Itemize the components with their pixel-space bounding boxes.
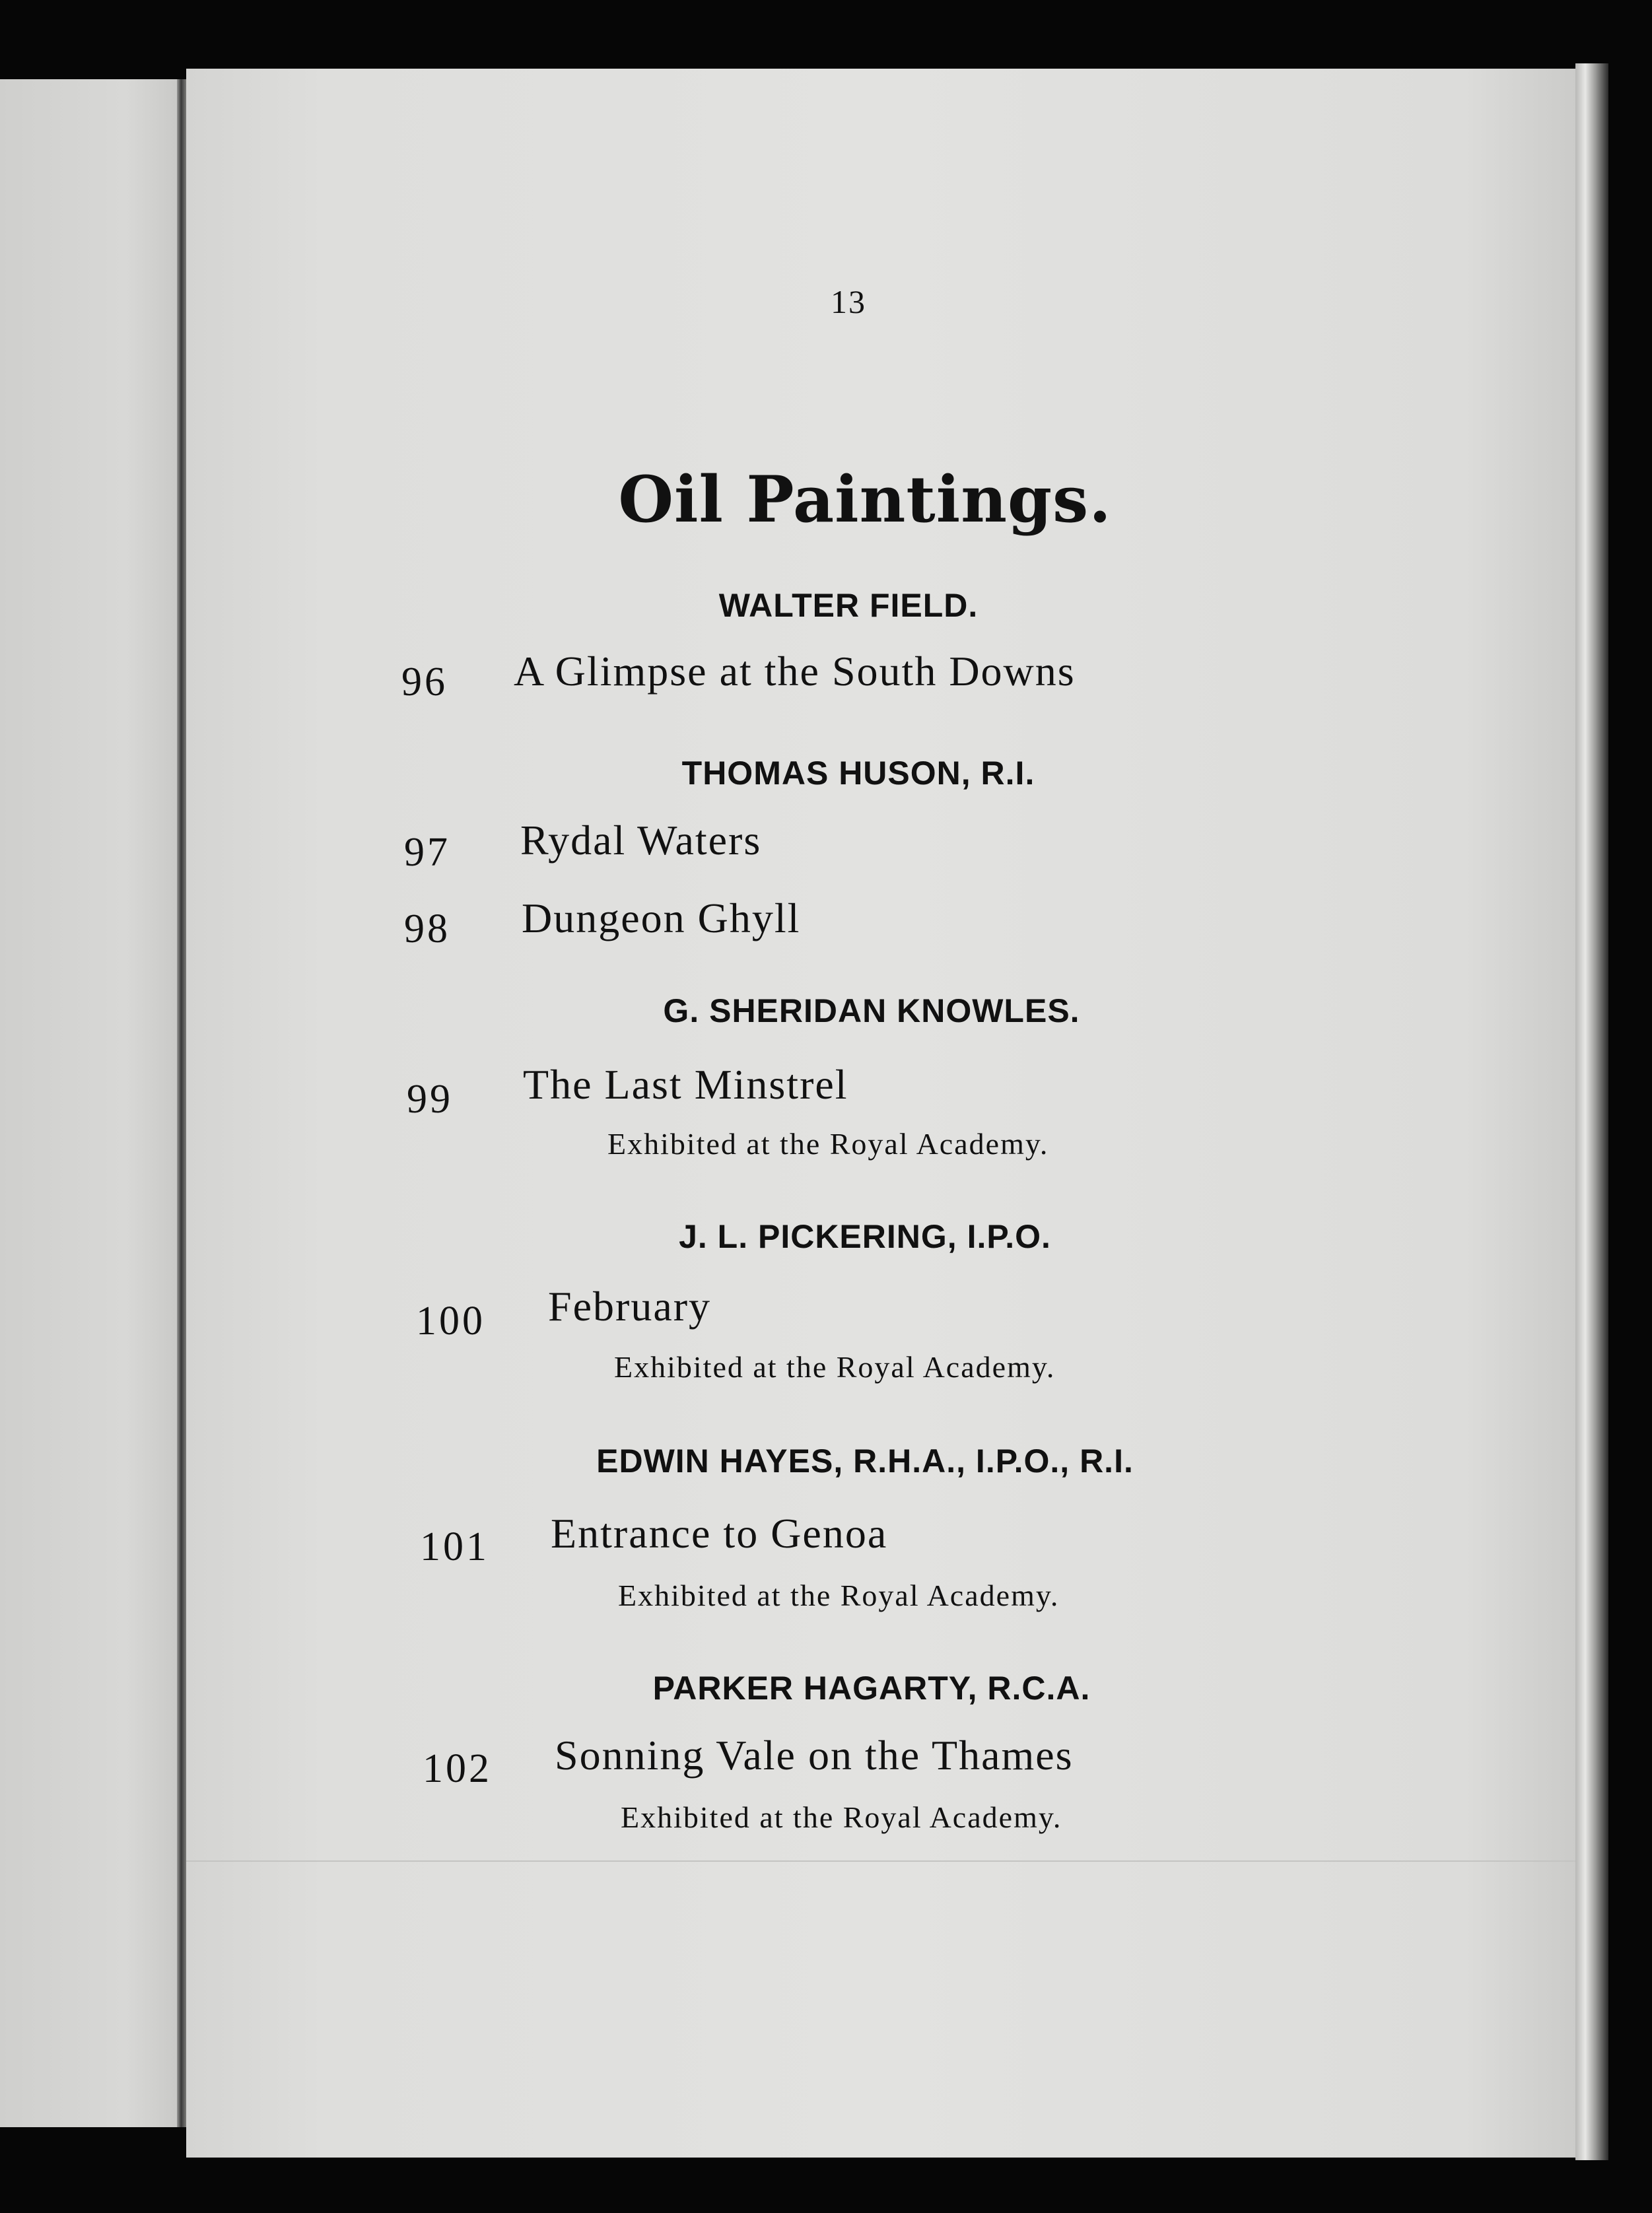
left-page-edge (0, 79, 180, 2127)
painting-title: A Glimpse at the South Downs (514, 648, 1076, 695)
exhibition-note: Exhibited at the Royal Academy. (607, 1127, 1049, 1161)
painting-title: Entrance to Genoa (551, 1510, 888, 1557)
catalogue-number: 100 (416, 1299, 485, 1344)
section-title: Oil Paintings. (618, 462, 1112, 537)
page-number: 13 (831, 283, 866, 320)
artist-name: THOMAS HUSON, R.I. (681, 755, 1035, 792)
fold-line (186, 1860, 1575, 1862)
catalogue-number: 101 (420, 1524, 489, 1569)
artist-name: WALTER FIELD. (718, 587, 979, 624)
right-page (186, 69, 1575, 2158)
painting-title: Rydal Waters (520, 817, 762, 864)
artist-name: EDWIN HAYES, R.H.A., I.P.O., R.I. (596, 1443, 1134, 1480)
catalogue-number: 98 (404, 906, 450, 951)
exhibition-note: Exhibited at the Royal Academy. (614, 1350, 1056, 1384)
painting-title: Sonning Vale on the Thames (555, 1732, 1074, 1779)
book-gutter (177, 79, 186, 2127)
catalogue-number: 97 (404, 830, 450, 875)
catalogue-number: 99 (407, 1077, 453, 1122)
painting-title: February (548, 1283, 712, 1330)
exhibition-note: Exhibited at the Royal Academy. (618, 1579, 1060, 1612)
exhibition-note: Exhibited at the Royal Academy. (621, 1800, 1062, 1834)
artist-name: G. SHERIDAN KNOWLES. (663, 992, 1080, 1029)
catalogue-number: 102 (423, 1746, 492, 1791)
painting-title: Dungeon Ghyll (522, 895, 801, 941)
catalogue-number: 96 (401, 660, 448, 704)
page-stack-edge (1575, 63, 1608, 2160)
artist-name: J. L. PICKERING, I.P.O. (679, 1218, 1051, 1255)
artist-name: PARKER HAGARTY, R.C.A. (652, 1670, 1091, 1707)
painting-title: The Last Minstrel (523, 1061, 848, 1108)
